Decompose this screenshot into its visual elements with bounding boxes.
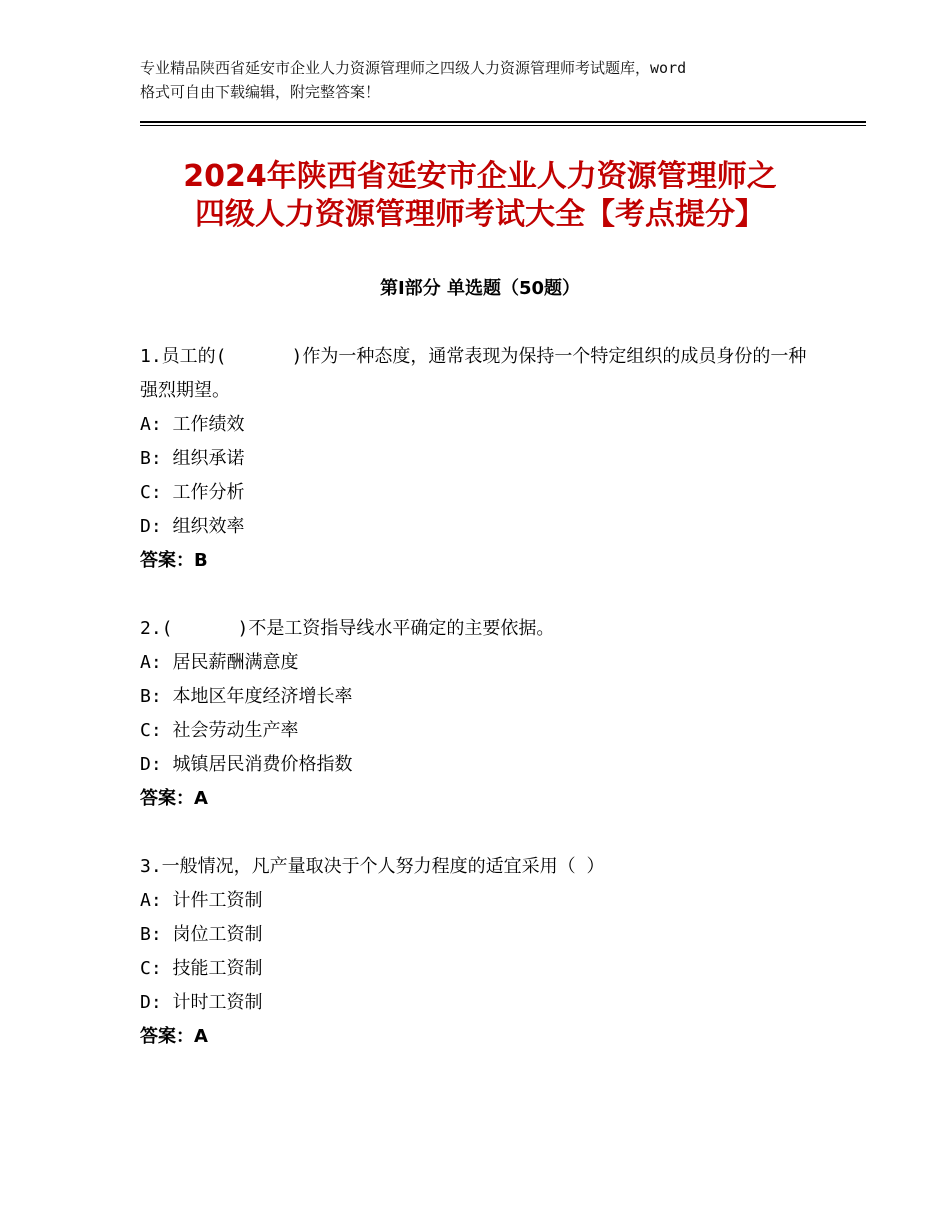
option-a: A: 工作绩效: [140, 414, 245, 435]
question-stem: 2.( )不是工资指导线水平确定的主要依据。: [140, 618, 555, 639]
question-list: [140, 340, 820, 1088]
document-title-line-2: 四级人力资源管理师考试大全【考点提分】: [195, 197, 765, 232]
header-note: [140, 56, 840, 104]
header-note-line-1: 专业精品陕西省延安市企业人力资源管理师之四级人力资源管理师考试题库，word: [140, 59, 687, 77]
header-divider-thin: [140, 125, 866, 126]
option-a: A: 计件工资制: [140, 890, 263, 911]
option-c: C: 技能工资制: [140, 958, 263, 979]
question-stem: 3.一般情况，凡产量取决于个人努力程度的适宜采用（ ）: [140, 856, 605, 877]
option-a: A: 居民薪酬满意度: [140, 652, 299, 673]
question-stem: 1.员工的( )作为一种态度，通常表现为保持一个特定组织的成员身份的一种强烈期望。: [140, 346, 807, 401]
option-c: C: 工作分析: [140, 482, 245, 503]
header-divider: [140, 121, 866, 123]
answer: 答案：B: [140, 550, 208, 571]
document-title-line-1: 2024年陕西省延安市企业人力资源管理师之: [183, 159, 777, 194]
header-note-line-2: 格式可自由下载编辑，附完整答案！: [140, 83, 381, 101]
option-b: B: 本地区年度经济增长率: [140, 686, 353, 707]
question-1: [140, 340, 820, 578]
option-d: D: 组织效率: [140, 516, 245, 537]
option-b: B: 岗位工资制: [140, 924, 263, 945]
option-b: B: 组织承诺: [140, 448, 245, 469]
answer: 答案：A: [140, 1026, 208, 1047]
question-2: [140, 612, 820, 816]
option-d: D: 计时工资制: [140, 992, 263, 1013]
option-c: C: 社会劳动生产率: [140, 720, 299, 741]
question-3: [140, 850, 820, 1054]
answer: 答案：A: [140, 788, 208, 809]
document-title: [140, 158, 820, 234]
section-heading: 第Ⅰ部分 单选题（50题）: [379, 278, 580, 299]
option-d: D: 城镇居民消费价格指数: [140, 754, 353, 775]
